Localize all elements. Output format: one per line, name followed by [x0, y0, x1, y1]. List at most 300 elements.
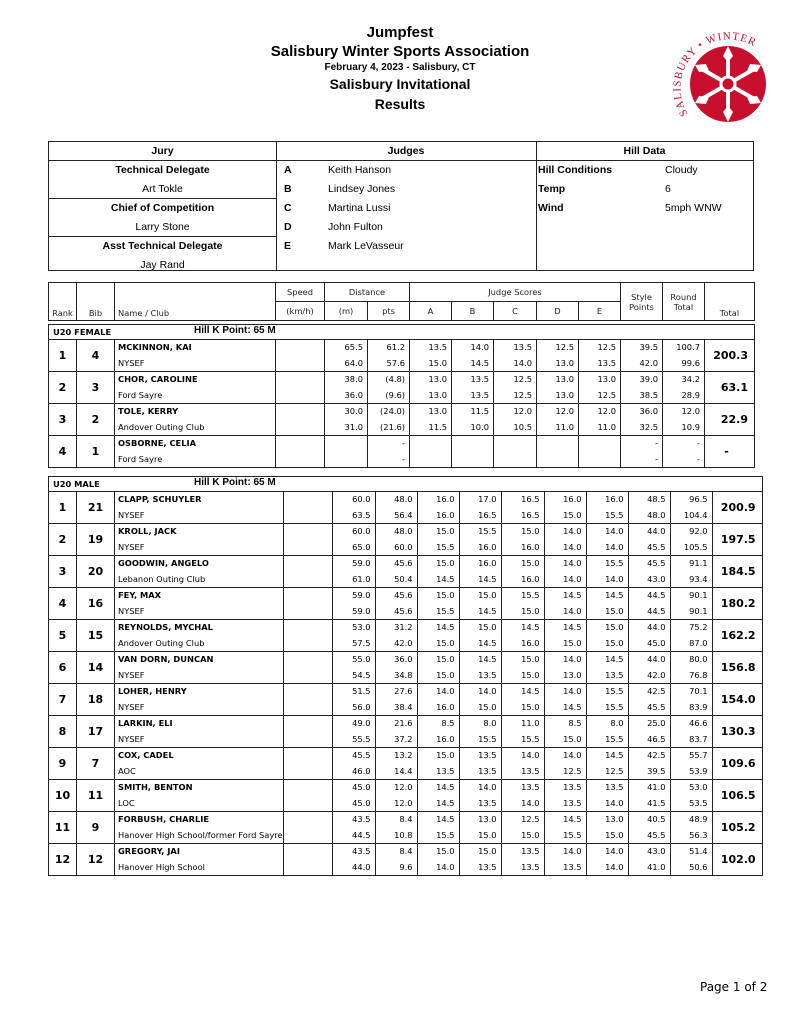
athlete-row [49, 684, 763, 716]
speed-round-1 [284, 556, 328, 572]
d-cell [544, 748, 586, 780]
style-round-1: 41.0 [647, 782, 666, 792]
hill-data-value: Cloudy [665, 164, 698, 176]
speed-cell [283, 684, 332, 716]
m-round-1: 59.0 [352, 590, 371, 600]
d-cell [544, 652, 586, 684]
pts-round-2: 38.4 [394, 701, 413, 712]
hill-data-key: Wind [538, 201, 564, 214]
c-round-2: 16.5 [521, 509, 540, 520]
c-cell [494, 372, 537, 404]
judge-name: Lindsey Jones [328, 182, 396, 195]
athlete-row [49, 780, 763, 812]
d-round-1: 14.0 [563, 750, 582, 760]
a-cell [417, 684, 459, 716]
c-round-2: 15.0 [521, 701, 540, 712]
total-score: 130.3 [712, 716, 762, 748]
m-cell [325, 404, 368, 436]
speed-round-1 [284, 780, 328, 796]
col-judge-a: A [410, 302, 452, 321]
d-cell [544, 556, 586, 588]
b-round-2: 14.5 [478, 637, 497, 648]
col-distance-pts: pts [368, 302, 410, 321]
b-round-2: 10.0 [470, 421, 489, 432]
total-score: 22.9 [705, 404, 755, 436]
style-cell [628, 748, 670, 780]
total-score: 63.1 [705, 372, 755, 404]
rank: 3 [49, 404, 77, 436]
b-round-2: 14.5 [478, 605, 497, 616]
m-round-1: 45.0 [352, 782, 371, 792]
e-round-2: 13.5 [605, 669, 624, 680]
bib: 18 [77, 684, 115, 716]
style-cell [621, 436, 663, 468]
pts-round-2: (9.6) [385, 389, 405, 400]
pts-round-2: 42.0 [394, 637, 413, 648]
m-round-2: 63.5 [352, 509, 371, 520]
m-cell [332, 620, 375, 652]
b-round-1: 14.0 [478, 782, 497, 792]
d-cell [544, 780, 586, 812]
m-cell [332, 780, 375, 812]
pts-round-1: 31.2 [394, 622, 413, 632]
total-score: 200.3 [705, 340, 755, 372]
a-round-1: 15.0 [436, 846, 455, 856]
m-cell [325, 436, 368, 468]
b-round-2: 15.5 [478, 733, 497, 744]
judge-name: Keith Hanson [328, 164, 392, 176]
total-score: 109.6 [712, 748, 762, 780]
m-cell [332, 492, 375, 524]
d-round-1: 14.5 [563, 622, 582, 632]
round-round-2: 10.9 [681, 421, 700, 432]
c-cell [501, 780, 544, 812]
round-cell [670, 844, 712, 876]
round-cell [670, 492, 712, 524]
athlete-row [49, 372, 755, 404]
hill-data-entry [536, 199, 753, 218]
e-round-1: 15.5 [605, 558, 624, 568]
m-cell [332, 588, 375, 620]
athlete-row [49, 404, 755, 436]
speed-round-2 [276, 388, 320, 404]
bib: 20 [77, 556, 115, 588]
d-round-1: 13.5 [563, 782, 582, 792]
e-round-1: 14.5 [605, 590, 624, 600]
pts-round-1: 48.0 [394, 494, 413, 504]
name-club [115, 748, 284, 780]
speed-round-1 [276, 340, 320, 356]
speed-cell [283, 588, 332, 620]
a-round-1: 15.0 [436, 590, 455, 600]
a-cell [417, 492, 459, 524]
d-cell [544, 684, 586, 716]
e-round-1: 13.5 [605, 782, 624, 792]
round-round-2: 56.3 [689, 829, 708, 840]
a-cell [417, 812, 459, 844]
c-round-1: 12.5 [521, 814, 540, 824]
salisbury-winter-logo [666, 22, 776, 127]
m-round-1: 53.0 [352, 622, 371, 632]
d-round-1: 14.0 [563, 558, 582, 568]
section-title: U20 MALE [53, 479, 100, 489]
round-round-1: 53.0 [689, 782, 708, 792]
a-cell [410, 340, 452, 372]
b-cell [459, 524, 501, 556]
jury-role: Chief of Competition [49, 198, 276, 218]
d-round-1: 14.0 [563, 526, 582, 536]
total-score: 106.5 [712, 780, 762, 812]
a-round-1 [410, 436, 447, 452]
m-round-2: 57.5 [352, 637, 371, 648]
style-round-2: 41.5 [647, 797, 666, 808]
d-round-1: 12.0 [555, 406, 574, 416]
b-round-1: 13.5 [478, 750, 497, 760]
round-round-1: 46.6 [689, 718, 708, 728]
round-round-2: 76.8 [689, 669, 708, 680]
c-cell [494, 436, 537, 468]
c-round-1: 16.5 [521, 494, 540, 504]
e-round-1: 16.0 [605, 494, 624, 504]
d-round-2: 11.0 [555, 421, 574, 432]
d-round-2: 15.5 [563, 829, 582, 840]
name-club [115, 492, 284, 524]
e-round-2: 15.0 [605, 605, 624, 616]
pts-round-1: 13.2 [394, 750, 413, 760]
athlete-club: NYSEF [118, 701, 145, 712]
athlete-club: Hanover High School/former Ford Sayre [118, 829, 283, 840]
speed-round-2 [276, 420, 320, 436]
round-round-2: 53.9 [689, 765, 708, 776]
judge-entry [276, 180, 536, 199]
bib: 7 [77, 748, 115, 780]
b-round-2: 15.0 [478, 701, 497, 712]
e-cell [586, 844, 628, 876]
pts-round-1: - [402, 438, 405, 448]
b-round-1: 14.0 [470, 342, 489, 352]
c-cell [501, 812, 544, 844]
b-round-1: 15.5 [478, 526, 497, 536]
round-cell [663, 436, 705, 468]
style-round-1: 42.5 [647, 686, 666, 696]
speed-cell [283, 748, 332, 780]
e-round-2: 12.5 [605, 765, 624, 776]
b-round-2: 13.5 [478, 861, 497, 872]
c-round-2: 13.5 [521, 765, 540, 776]
round-cell [670, 556, 712, 588]
b-cell [459, 620, 501, 652]
b-round-2: 14.5 [478, 573, 497, 584]
e-round-1: 14.5 [605, 750, 624, 760]
speed-round-2 [276, 356, 320, 372]
athlete-name: LOHER, HENRY [118, 686, 187, 696]
c-cell [501, 748, 544, 780]
speed-cell [276, 436, 325, 468]
athlete-name: SMITH, BENTON [118, 782, 193, 792]
results-section-u20-female [48, 324, 755, 468]
bib: 16 [77, 588, 115, 620]
pts-cell [375, 556, 417, 588]
speed-round-2 [284, 764, 328, 780]
m-round-2: 46.0 [352, 765, 371, 776]
d-round-1: 14.0 [563, 654, 582, 664]
round-cell [663, 372, 705, 404]
round-cell [670, 620, 712, 652]
speed-round-1 [284, 492, 328, 508]
athlete-name: CLAPP, SCHUYLER [118, 494, 202, 504]
athlete-row [49, 652, 763, 684]
b-round-2: 14.5 [470, 357, 489, 368]
name-club [115, 404, 276, 436]
d-round-2: 13.0 [555, 357, 574, 368]
b-cell [452, 404, 494, 436]
style-round-2: 42.0 [647, 669, 666, 680]
jury-column [49, 142, 277, 270]
c-cell [501, 492, 544, 524]
speed-round-1 [284, 716, 328, 732]
a-round-2: 15.0 [436, 637, 455, 648]
pts-cell [375, 716, 417, 748]
e-round-1: 12.5 [597, 342, 616, 352]
e-round-2: 14.0 [605, 573, 624, 584]
d-round-1: 14.0 [563, 686, 582, 696]
c-cell [501, 844, 544, 876]
c-round-1: 15.0 [521, 654, 540, 664]
pts-round-1: 12.0 [394, 782, 413, 792]
athlete-club: NYSEF [118, 669, 145, 680]
m-round-2: 59.0 [352, 605, 371, 616]
section-title-row [49, 325, 755, 340]
jury-role: Technical Delegate [115, 164, 210, 176]
speed-round-1 [284, 844, 328, 860]
speed-round-1 [276, 372, 320, 388]
total-score: 197.5 [712, 524, 762, 556]
speed-round-2 [284, 572, 328, 588]
section-title: U20 FEMALE [53, 327, 112, 337]
style-round-1: 36.0 [639, 406, 658, 416]
e-round-2: 14.0 [605, 861, 624, 872]
date-location: February 4, 2023 - Salisbury, CT [324, 62, 476, 73]
athlete-row [49, 748, 763, 780]
col-judge-scores: Judge Scores [410, 283, 621, 302]
round-round-1: 90.1 [689, 590, 708, 600]
d-cell [537, 372, 579, 404]
m-cell [332, 812, 375, 844]
m-round-2: 61.0 [352, 573, 371, 584]
e-round-2: 15.0 [605, 637, 624, 648]
pts-round-2: 57.6 [386, 357, 405, 368]
a-round-2: 16.0 [436, 509, 455, 520]
a-round-1: 15.0 [436, 558, 455, 568]
speed-cell [276, 340, 325, 372]
col-distance-m: (m) [325, 302, 368, 321]
d-round-2: 13.5 [563, 861, 582, 872]
a-cell [417, 844, 459, 876]
round-round-2: 104.4 [683, 509, 708, 520]
a-round-2 [410, 452, 447, 468]
judge-letter: C [284, 201, 292, 214]
style-round-1: 39.5 [639, 342, 658, 352]
col-speed-unit: (km/h) [276, 302, 325, 321]
c-round-2: 15.0 [521, 829, 540, 840]
total-score: 162.2 [712, 620, 762, 652]
col-judge-b: B [452, 302, 494, 321]
style-round-2: 45.0 [647, 637, 666, 648]
hill-data-value: 5mph WNW [665, 201, 722, 214]
c-cell [501, 716, 544, 748]
speed-cell [283, 812, 332, 844]
judge-letter: E [284, 239, 292, 252]
round-cell [670, 748, 712, 780]
a-round-1: 14.5 [436, 814, 455, 824]
round-round-2: 105.5 [683, 541, 708, 552]
c-round-2: 14.0 [521, 797, 540, 808]
b-cell [459, 716, 501, 748]
style-round-1: 48.5 [647, 494, 666, 504]
style-cell [628, 684, 670, 716]
b-round-1: 11.5 [470, 406, 489, 416]
m-cell [332, 652, 375, 684]
col-style-points: Style Points [621, 283, 663, 321]
athlete-club: Ford Sayre [118, 389, 163, 400]
col-speed: Speed [276, 283, 325, 302]
d-cell [544, 588, 586, 620]
judge-name: John Fulton [328, 220, 383, 233]
e-round-1: 15.0 [605, 622, 624, 632]
speed-round-2 [284, 508, 328, 524]
c-round-2: 15.5 [521, 733, 540, 744]
speed-round-2 [284, 668, 328, 684]
d-round-1: 13.0 [555, 374, 574, 384]
c-round-2: 14.0 [513, 357, 532, 368]
speed-round-1 [284, 652, 328, 668]
e-cell [586, 556, 628, 588]
bib: 9 [77, 812, 115, 844]
rank: 11 [49, 812, 77, 844]
judge-entry [276, 161, 536, 180]
b-round-2: 13.5 [478, 797, 497, 808]
bib: 4 [77, 340, 115, 372]
e-round-1: 14.0 [605, 846, 624, 856]
b-round-2: 15.0 [478, 829, 497, 840]
speed-round-1 [276, 404, 320, 420]
b-cell [459, 844, 501, 876]
style-round-1: 43.0 [647, 846, 666, 856]
speed-round-1 [284, 524, 328, 540]
pts-cell [375, 492, 417, 524]
style-cell [628, 492, 670, 524]
speed-cell [283, 652, 332, 684]
style-cell [628, 716, 670, 748]
e-cell [586, 748, 628, 780]
pts-round-1: 48.0 [394, 526, 413, 536]
c-round-1 [494, 436, 532, 452]
m-round-1: 60.0 [352, 526, 371, 536]
rank: 3 [49, 556, 77, 588]
pts-cell [375, 812, 417, 844]
round-round-1: 96.5 [689, 494, 708, 504]
round-round-2: 53.5 [689, 797, 708, 808]
speed-round-1 [276, 436, 320, 452]
bib: 14 [77, 652, 115, 684]
m-cell [332, 556, 375, 588]
b-round-1: 17.0 [478, 494, 497, 504]
style-round-2: 45.5 [647, 701, 666, 712]
style-cell [628, 620, 670, 652]
style-round-1: 44.0 [647, 654, 666, 664]
style-round-2: 44.5 [647, 605, 666, 616]
style-cell [628, 556, 670, 588]
e-round-2: 11.0 [597, 421, 616, 432]
a-cell [410, 372, 452, 404]
rank: 5 [49, 620, 77, 652]
d-round-2: 13.0 [563, 669, 582, 680]
style-round-1: 45.5 [647, 558, 666, 568]
c-round-2: 10.5 [513, 421, 532, 432]
athlete-name: GREGORY, JAI [118, 846, 180, 856]
e-cell [586, 812, 628, 844]
competition-title: Salisbury Invitational [329, 76, 471, 92]
e-round-2: 14.0 [605, 797, 624, 808]
c-round-1: 13.5 [521, 846, 540, 856]
round-cell [670, 684, 712, 716]
pts-round-2: 50.4 [394, 573, 413, 584]
b-round-1 [452, 436, 489, 452]
speed-round-2 [276, 452, 320, 468]
hill-data-entry [536, 180, 753, 199]
col-distance: Distance [325, 283, 410, 302]
athlete-club: Andover Outing Club [118, 637, 205, 648]
e-cell [579, 340, 621, 372]
c-round-2: 15.0 [521, 669, 540, 680]
speed-round-1 [284, 684, 328, 700]
round-round-2: 99.6 [681, 357, 700, 368]
style-round-2: 41.0 [647, 861, 666, 872]
a-round-2: 15.0 [428, 357, 447, 368]
round-cell [670, 524, 712, 556]
athlete-name: TOLE, KERRY [118, 406, 179, 416]
a-round-2: 13.0 [428, 389, 447, 400]
a-round-1: 13.5 [428, 342, 447, 352]
c-round-1: 15.0 [521, 526, 540, 536]
jury-heading: Jury [49, 142, 276, 161]
e-round-1: 12.0 [597, 406, 616, 416]
athlete-club: NYSEF [118, 357, 145, 368]
m-round-2: 65.0 [352, 541, 371, 552]
name-club [115, 812, 284, 844]
athlete-name: CHOR, CAROLINE [118, 374, 198, 384]
athlete-name: MCKINNON, KAI [118, 342, 192, 352]
athlete-row [49, 588, 763, 620]
rank: 6 [49, 652, 77, 684]
athlete-row [49, 620, 763, 652]
b-round-1: 15.0 [478, 590, 497, 600]
b-cell [459, 748, 501, 780]
c-round-1: 15.5 [521, 590, 540, 600]
judge-letter: D [284, 220, 292, 233]
col-rank: Rank [49, 283, 77, 321]
e-round-1: 13.0 [605, 814, 624, 824]
round-round-1: 75.2 [689, 622, 708, 632]
athlete-club: AOC [118, 765, 136, 776]
style-round-2: 45.5 [647, 829, 666, 840]
b-round-2: 16.0 [478, 541, 497, 552]
athlete-row [49, 492, 763, 524]
d-cell [544, 844, 586, 876]
style-round-2: 46.5 [647, 733, 666, 744]
d-round-1: 16.0 [563, 494, 582, 504]
athlete-club: Andover Outing Club [118, 421, 205, 432]
